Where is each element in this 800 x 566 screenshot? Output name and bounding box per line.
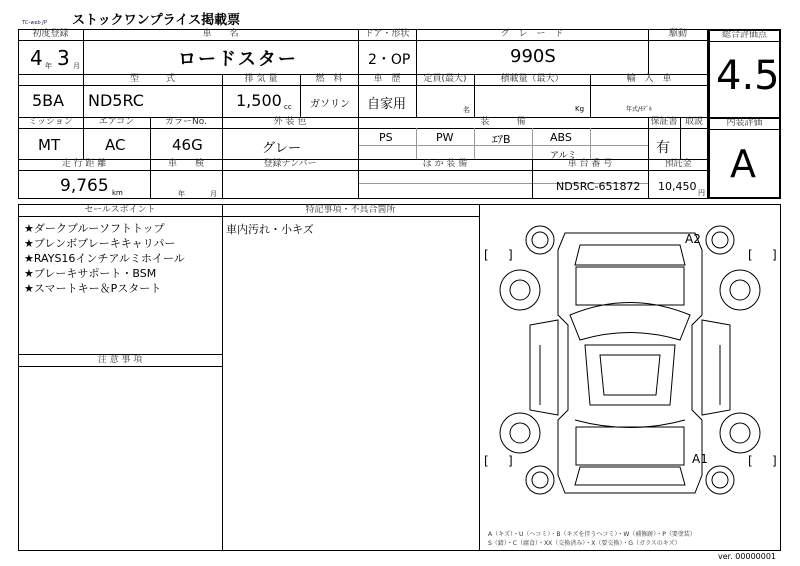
- list-item: ★スマートキー＆Pスタート: [24, 282, 162, 295]
- chassis-header: 車 台 番 号: [567, 159, 613, 169]
- equip-ps: PS: [379, 131, 393, 144]
- car-name-header: 車 名: [202, 29, 239, 39]
- plate-header: 登録ナンバー: [263, 159, 317, 169]
- deposit-header: 預託金: [664, 159, 692, 169]
- bracket-right-top: ]: [508, 248, 513, 262]
- inspection-month-unit: 月: [210, 190, 217, 198]
- caution-header: 注 意 事 項: [97, 355, 143, 365]
- mileage-header: 走 行 距 離: [61, 159, 107, 169]
- equipment-header: 装 備: [480, 117, 526, 127]
- fuel-header: 燃 料: [315, 74, 343, 84]
- mission-header: ミッション: [28, 117, 73, 127]
- displacement-header: 排 気 量: [244, 74, 278, 84]
- list-item: ★ブレンボブレーキキャリパー: [24, 237, 176, 250]
- mission-value: MT: [38, 136, 61, 154]
- warranty-header: 保証書: [650, 117, 678, 127]
- manual-header: 取説: [684, 117, 703, 127]
- cc-unit: cc: [284, 103, 292, 111]
- sales-points-list: [24, 221, 185, 296]
- list-item: ★RAYS16インチアルミホイール: [24, 252, 185, 265]
- logo: [22, 9, 62, 26]
- exterior-header: 外 装 色: [273, 117, 307, 127]
- legend-line-2: S（錆）・C（腐食）・XX（交換済み）・X（要交換）・G（ガラスのキズ）: [488, 540, 681, 547]
- door-header: ドア・形状: [364, 29, 410, 39]
- mileage-value: 9,765: [60, 176, 109, 196]
- import-header: 輸 入 車: [626, 74, 672, 84]
- equip-alloy: アルミ: [550, 151, 577, 161]
- logo-text: TC-web JP: [22, 20, 47, 26]
- notes-text: 車内汚れ・小キズ: [226, 223, 314, 236]
- list-item: ★ダークブルーソフトトップ: [24, 222, 165, 235]
- displacement-value: 1,500: [236, 91, 282, 110]
- overall-rating-value: 4.5: [716, 53, 780, 99]
- list-item: ★ブレーキサポート・BSM: [24, 267, 157, 280]
- bracket-left-top-r: [: [748, 248, 753, 262]
- exterior-value: グレー: [262, 141, 302, 156]
- load-header: 積載量（最大）: [500, 74, 564, 84]
- color-no-header: カラーNo.: [165, 117, 207, 127]
- first-reg-month: 3: [57, 46, 70, 70]
- bracket-left-bottom: [: [484, 454, 489, 468]
- history-header: 車 歴: [373, 74, 401, 84]
- inspection-year-unit: 年: [178, 190, 185, 198]
- notes-header: 特記事項・不具合箇所: [305, 205, 396, 215]
- sales-points-header: セールスポイント: [84, 205, 156, 215]
- damage-mark-a2: A2: [685, 232, 701, 246]
- car-damage-diagram: [480, 205, 780, 525]
- car-name: ロードスター: [178, 49, 298, 70]
- bracket-right-top-r: ]: [772, 248, 777, 262]
- model-header: 型 式: [129, 74, 175, 84]
- legend-line-1: A（キズ）・U（ヘコミ）・B（キズを伴うヘコミ）・W（補修跡）・P（要塗装）: [488, 531, 696, 538]
- grade-header: グ レ ー ド: [500, 29, 564, 39]
- bracket-right-bottom: ]: [508, 454, 513, 468]
- equip-airbag: ｴｱB: [492, 133, 511, 146]
- other-equip-header: ほ か 装 備: [422, 159, 468, 169]
- first-reg-header: 初度登録: [32, 29, 69, 39]
- door-value: 2・OP: [368, 52, 411, 68]
- vehicle-info-table: [18, 29, 708, 199]
- import-note: 年式/ﾓﾃﾞﾙ: [626, 106, 653, 113]
- first-reg-year: 4: [30, 46, 43, 70]
- bracket-left-top: [: [484, 248, 489, 262]
- inspection-header: 車 検: [167, 159, 204, 169]
- overall-rating-header: 総合評価点: [721, 30, 767, 40]
- color-no-value: 46G: [172, 136, 203, 154]
- interior-rating-value: A: [730, 142, 756, 186]
- page-title: ストックワンプライス掲載票: [72, 13, 241, 28]
- yen-unit: 円: [698, 189, 705, 197]
- deposit-value: 10,450: [658, 180, 697, 193]
- aircon-value: AC: [105, 136, 126, 154]
- warranty-value: 有: [656, 140, 670, 156]
- damage-mark-a1: A1: [692, 452, 708, 466]
- capacity-header: 定員(最大): [423, 74, 467, 84]
- year-unit: 年: [45, 62, 52, 70]
- chassis-value: ND5RC-651872: [556, 180, 641, 193]
- load-unit: Kg: [575, 105, 585, 113]
- bracket-right-bottom-r: ]: [772, 454, 777, 468]
- grade-value: 990S: [510, 46, 556, 67]
- model-prefix: 5BA: [32, 91, 65, 110]
- aircon-header: エアコン: [98, 117, 135, 127]
- history-value: 自家用: [367, 97, 407, 112]
- interior-rating-header: 内装評価: [726, 118, 763, 128]
- month-unit: 月: [73, 62, 80, 70]
- equip-abs: ABS: [550, 131, 572, 144]
- capacity-unit: 名: [463, 106, 470, 114]
- drive-header: 駆動: [668, 29, 687, 39]
- model-value: ND5RC: [88, 91, 144, 110]
- equip-pw: PW: [436, 131, 454, 144]
- fuel-value: ガソリン: [310, 99, 350, 110]
- version-label: ver. 00000001: [718, 552, 777, 561]
- km-unit: km: [112, 189, 123, 197]
- bracket-left-bottom-r: [: [748, 454, 753, 468]
